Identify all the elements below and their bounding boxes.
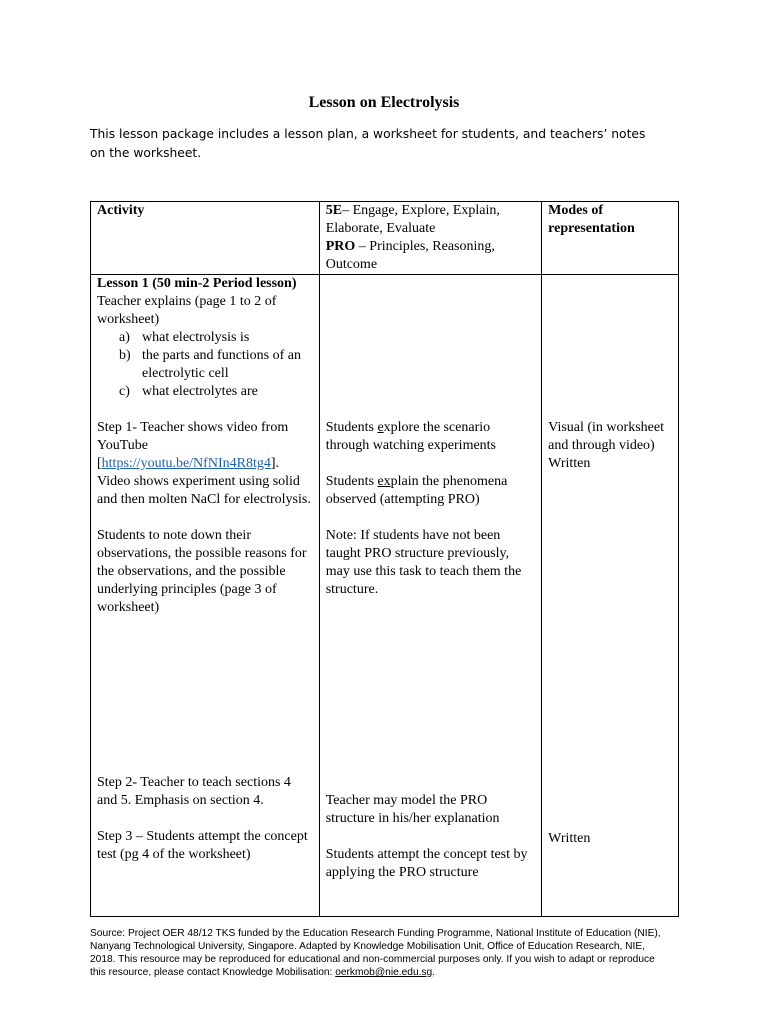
explore-text: Students explore the scenario through watching experiments	[325, 420, 497, 453]
lesson-plan-table	[90, 201, 679, 917]
step-1-text: Step 1- Teacher shows video from YouTube [https://youtu.be/NfNIn4R8tg4]. Video shows experiment using solid and then molten NaCl for electrolysis.	[97, 420, 311, 507]
step-1-note: Students to note down their observations, the possible reasons for the observations, and the possible underlying principles (page 3 of worksheet)	[97, 528, 307, 615]
lesson-1-5e-cell	[319, 275, 541, 917]
modes-step-3: Written	[548, 831, 591, 846]
header-5e-pro	[319, 202, 541, 275]
intro-paragraph: This lesson package includes a lesson plan, a worksheet for students, and teachers’ notes on the worksheet.	[90, 127, 646, 160]
fivee-label: 5E	[325, 203, 343, 218]
pro-text: – Principles, Reasoning, Outcome	[325, 239, 495, 272]
explain-topics-list	[97, 329, 313, 401]
contact-email[interactable]: oerkmob@nie.edu.sg	[335, 967, 433, 978]
table-header-row	[91, 202, 679, 275]
pro-label: PRO	[325, 239, 356, 254]
source-footer: Source: Project OER 48/12 TKS funded by the Education Research Funding Programme, National Institute of Education (NIE), Nanyang Technological University, Singapore. Adapted by Knowledge Mobilisation Unit, Office of Education Research, NIE, 2018. This resource may be reproduced for educational and non-commercial purposes only. If you wish to adapt or reproduce this resource, please contact Knowledge Mobilisation: oerkmob@nie.edu.sg.	[90, 928, 661, 978]
lesson-1-intro: Teacher explains (page 1 to 2 of worksheet)	[97, 294, 277, 327]
step-3-text: Step 3 – Students attempt the concept test (pg 4 of the worksheet)	[97, 829, 308, 862]
step-2-text: Step 2- Teacher to teach sections 4 and 5. Emphasis on section 4.	[97, 775, 291, 808]
pro-note: Note: If students have not been taught PRO structure previously, may use this task to teach them the structure.	[325, 528, 522, 597]
list-item: c) what electrolytes are	[119, 384, 258, 399]
concept-test-text: Students attempt the concept test by applying the PRO structure	[325, 847, 528, 880]
youtube-link[interactable]: https://youtu.be/NfNIn4R8tg4	[101, 456, 271, 471]
list-item: b) the parts and functions of an electrolytic cell	[119, 348, 302, 381]
modes-step-1: Visual (in worksheet and through video) Written	[548, 420, 664, 471]
lesson-1-activity-cell	[91, 275, 320, 917]
list-item: a) what electrolysis is	[119, 330, 250, 345]
lesson-1-title: Lesson 1 (50 min-2 Period lesson)	[97, 276, 297, 291]
model-pro-text: Teacher may model the PRO structure in his/her explanation	[325, 793, 500, 826]
page-title: Lesson on Electrolysis	[308, 94, 460, 111]
lesson-1-row	[91, 275, 679, 917]
fivee-text: – Engage, Explore, Explain, Elaborate, Evaluate	[325, 203, 500, 236]
explain-text: Students explain the phenomena observed (attempting PRO)	[325, 474, 508, 507]
header-activity: Activity	[91, 202, 320, 275]
lesson-1-modes-cell	[542, 275, 679, 917]
header-modes: Modes of representation	[542, 202, 679, 275]
